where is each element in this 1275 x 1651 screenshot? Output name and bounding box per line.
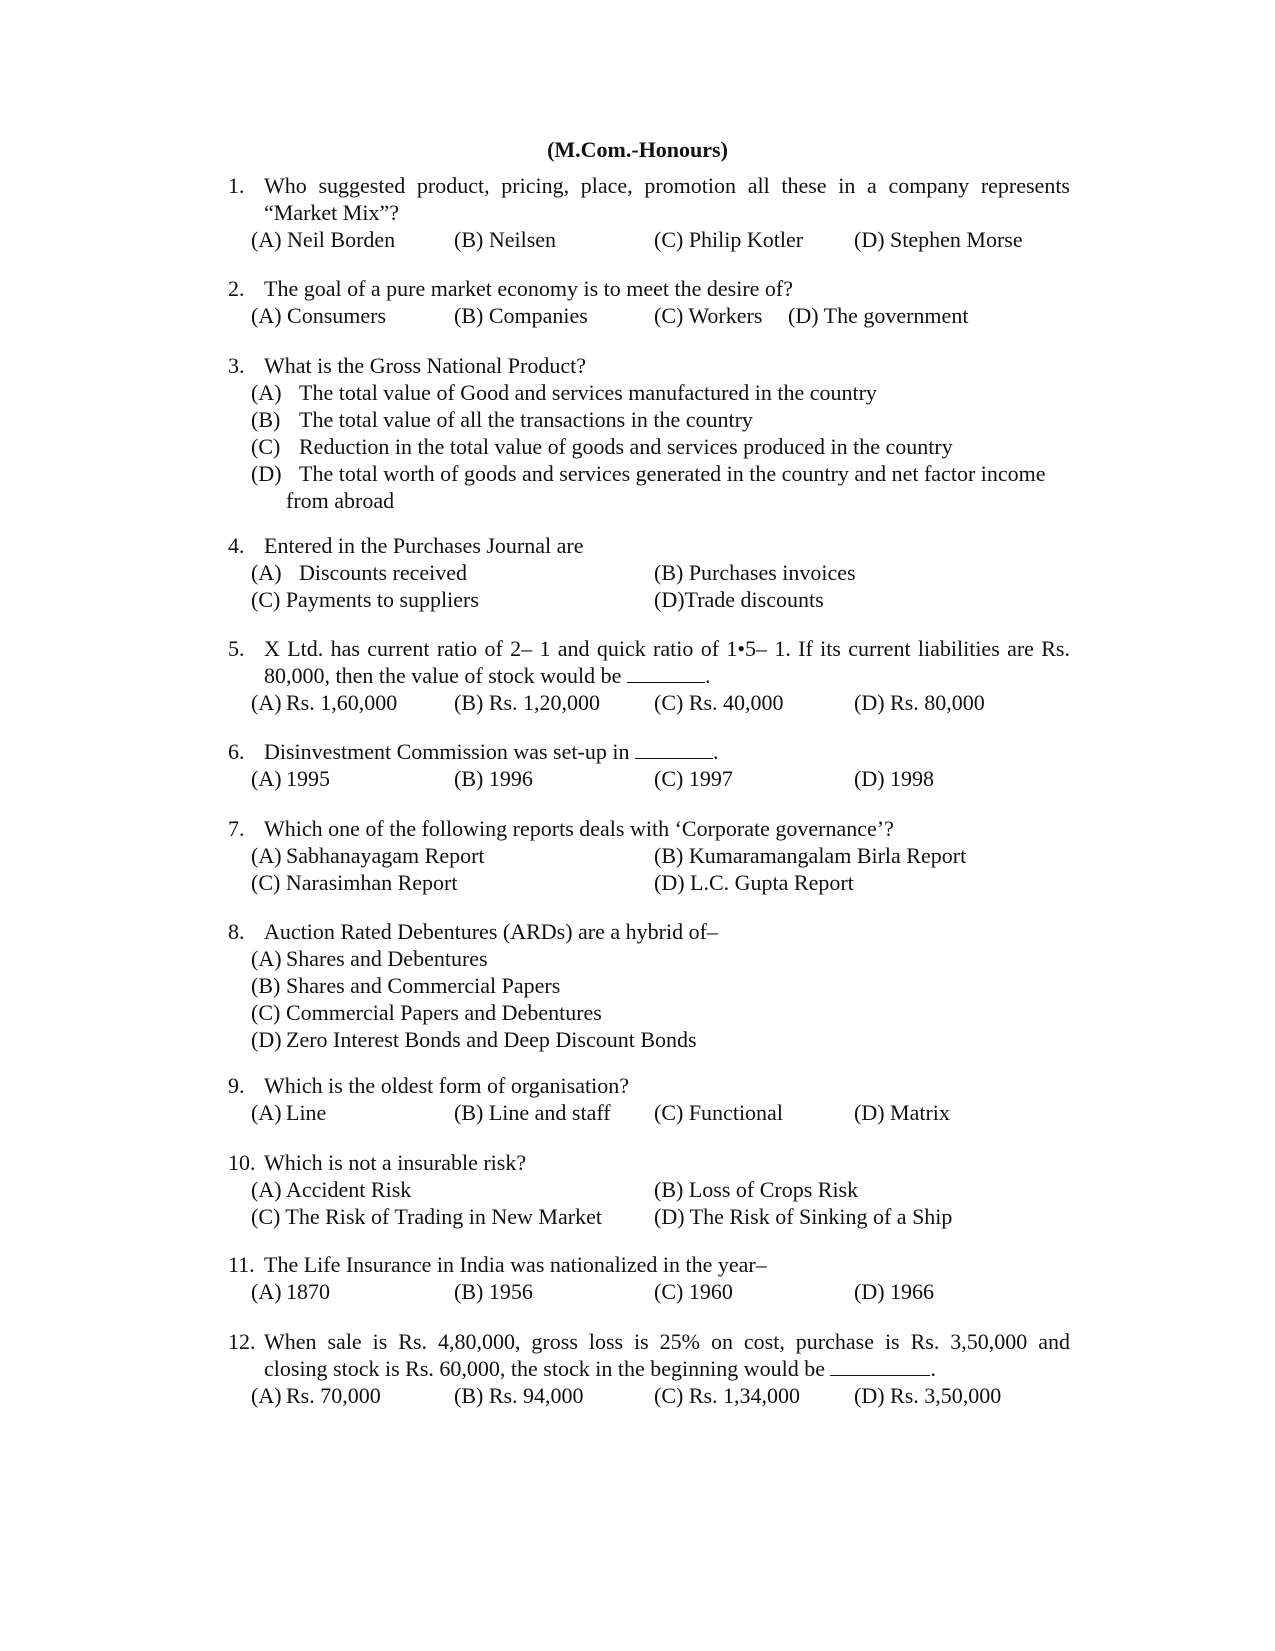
option-a-label: (A)	[251, 946, 282, 971]
option-a: (A) Consumers	[251, 303, 387, 328]
option-a-label: (A)	[251, 690, 282, 715]
question-stem: X Ltd. has current ratio of 2– 1 and quick ratio of 1•5– 1. If its current liabilities are Rs.	[264, 636, 1070, 661]
option-c: (C) Workers	[654, 303, 763, 328]
option-a-label: (A)	[251, 1177, 282, 1202]
question-stem: Which one of the following reports deals with ‘Corporate governance’?	[264, 816, 894, 841]
option-b: (B) 1996	[454, 766, 533, 791]
option-a: The total value of Good and services manufactured in the country	[299, 380, 877, 405]
option-d: (D) Rs. 3,50,000	[854, 1383, 1002, 1408]
question-number: 4.	[228, 533, 245, 558]
option-a: Shares and Debentures	[286, 946, 488, 971]
question-10	[228, 1149, 1070, 1230]
question-stem: The Life Insurance in India was nationalized in the year–	[264, 1252, 767, 1277]
answer-blank	[627, 662, 705, 683]
option-c-label: (C)	[251, 1000, 281, 1025]
option-a-label: (A)	[251, 1383, 282, 1408]
option-d: (D) Stephen Morse	[854, 227, 1023, 252]
question-stem: Disinvestment Commission was set-up in	[264, 739, 630, 764]
option-a-label: (A)	[251, 560, 282, 585]
question-stem: Auction Rated Debentures (ARDs) are a hybrid of–	[264, 919, 718, 944]
question-stem: What is the Gross National Product?	[264, 353, 586, 378]
question-stem: 80,000, then the value of stock would be	[264, 663, 622, 688]
option-c: (C) Rs. 40,000	[654, 690, 784, 715]
option-c: (C) Narasimhan Report	[251, 870, 458, 895]
question-stem: Which is not a insurable risk?	[264, 1150, 527, 1175]
question-9	[228, 1072, 1070, 1126]
question-stem: The goal of a pure market economy is to meet the desire of?	[264, 276, 794, 301]
option-c: (C) Payments to suppliers	[251, 587, 479, 612]
question-number: 1.	[228, 173, 245, 198]
option-b: (B) Companies	[454, 303, 588, 328]
option-c: (C) Philip Kotler	[654, 227, 804, 252]
option-b: (B) Neilsen	[454, 227, 557, 252]
question-2	[228, 275, 1070, 329]
question-12: 12. When sale is Rs. 4,80,000, gross loss is 25% on cost, purchase is Rs. 3,50,000 and closing stock is Rs. 60,000, the stock in the beginning would be . (A) Rs. 70,000 (B) Rs. 94,000 (C) Rs. 1,34,000 (D) Rs. 3,50,000	[228, 1329, 1070, 1408]
question-number: 9.	[228, 1073, 245, 1098]
option-c: Reduction in the total value of goods and services produced in the country	[299, 434, 953, 459]
option-a: 1870	[286, 1279, 330, 1304]
option-c-label: (C)	[251, 434, 281, 459]
option-b: (B) Rs. 94,000	[454, 1383, 584, 1408]
option-b: (B) Loss of Crops Risk	[654, 1177, 859, 1202]
option-a: Discounts received	[299, 560, 467, 585]
option-a: Line	[286, 1100, 327, 1125]
option-d: (D) The Risk of Sinking of a Ship	[654, 1204, 953, 1229]
question-number: 10.	[228, 1150, 256, 1175]
option-a-label: (A)	[251, 766, 282, 791]
question-number: 11.	[228, 1252, 255, 1277]
option-d: (D) Rs. 80,000	[854, 690, 985, 715]
option-b: The total value of all the transactions in the country	[299, 407, 753, 432]
option-a-label: (A)	[251, 843, 282, 868]
question-8	[228, 918, 1070, 1053]
question-6: 6. Disinvestment Commission was set-up in . (A) 1995 (B) 1996 (C) 1997 (D) 1998	[228, 739, 935, 791]
option-c: (C) 1960	[654, 1279, 733, 1304]
option-c: (C) Functional	[654, 1100, 783, 1125]
question-number: 12.	[228, 1329, 256, 1354]
option-d: (D) L.C. Gupta Report	[654, 870, 854, 895]
question-3	[228, 352, 1070, 514]
option-d: (D) 1998	[854, 766, 935, 791]
question-number: 8.	[228, 919, 245, 944]
question-stem: closing stock is Rs. 60,000, the stock in the beginning would be	[264, 1356, 825, 1381]
option-a: 1995	[286, 766, 330, 791]
option-d-label: (D)	[251, 1027, 282, 1052]
option-b-label: (B)	[251, 407, 281, 432]
option-b: Shares and Commercial Papers	[286, 973, 561, 998]
option-a-label: (A)	[251, 1100, 282, 1125]
option-c: (C) Rs. 1,34,000	[654, 1383, 801, 1408]
option-d: (D)Trade discounts	[654, 587, 824, 612]
option-a: Rs. 1,60,000	[286, 690, 398, 715]
option-d: The total worth of goods and services generated in the country and net factor income	[299, 461, 1046, 486]
answer-blank	[635, 738, 713, 759]
option-c: (C) The Risk of Trading in New Market	[251, 1204, 602, 1229]
question-number: 3.	[228, 353, 245, 378]
question-number: 7.	[228, 816, 245, 841]
question-5: 5. X Ltd. has current ratio of 2– 1 and quick ratio of 1•5– 1. If its current liabilities are Rs. 80,000, then the value of stock would be . (A) Rs. 1,60,000 (B) Rs. 1,20,000 (C) Rs. 40,000 (D) Rs. 80,000	[228, 636, 1070, 715]
question-stem: Which is the oldest form of organisation?	[264, 1073, 629, 1098]
question-number: 5.	[228, 636, 245, 661]
question-stem: “Market Mix”?	[264, 200, 399, 225]
option-a: (A) Neil Borden	[251, 227, 396, 252]
question-stem: Who suggested product, pricing, place, promotion all these in a company represents	[264, 173, 1070, 198]
option-a: Sabhanayagam Report	[286, 843, 485, 868]
option-b: (B) 1956	[454, 1279, 533, 1304]
option-b-label: (B)	[251, 973, 281, 998]
question-1	[228, 172, 1070, 253]
option-a: Accident Risk	[286, 1177, 412, 1202]
option-d-continued: from abroad	[286, 488, 395, 513]
option-d: (D) Matrix	[854, 1100, 950, 1125]
option-b: (B) Purchases invoices	[654, 560, 856, 585]
option-d: (D) The government	[788, 303, 969, 328]
answer-blank	[830, 1355, 930, 1376]
question-11	[228, 1251, 1070, 1305]
option-b: (B) Line and staff	[454, 1100, 611, 1125]
option-d-label: (D)	[251, 461, 282, 486]
option-c: (C) 1997	[654, 766, 733, 791]
question-number: 6.	[228, 739, 245, 764]
option-c: Commercial Papers and Debentures	[286, 1000, 602, 1025]
option-a-label: (A)	[251, 1279, 282, 1304]
option-a-label: (A)	[251, 380, 282, 405]
option-a: Rs. 70,000	[286, 1383, 381, 1408]
question-stem: When sale is Rs. 4,80,000, gross loss is 25% on cost, purchase is Rs. 3,50,000 and	[264, 1329, 1070, 1354]
page-title: (M.Com.-Honours)	[547, 137, 728, 162]
question-4	[228, 532, 1070, 613]
question-number: 2.	[228, 276, 245, 301]
question-7	[228, 815, 1070, 896]
option-d: (D) 1966	[854, 1279, 935, 1304]
option-d: Zero Interest Bonds and Deep Discount Bonds	[286, 1027, 697, 1052]
option-b: (B) Rs. 1,20,000	[454, 690, 601, 715]
option-b: (B) Kumaramangalam Birla Report	[654, 843, 967, 868]
question-stem: Entered in the Purchases Journal are	[264, 533, 584, 558]
